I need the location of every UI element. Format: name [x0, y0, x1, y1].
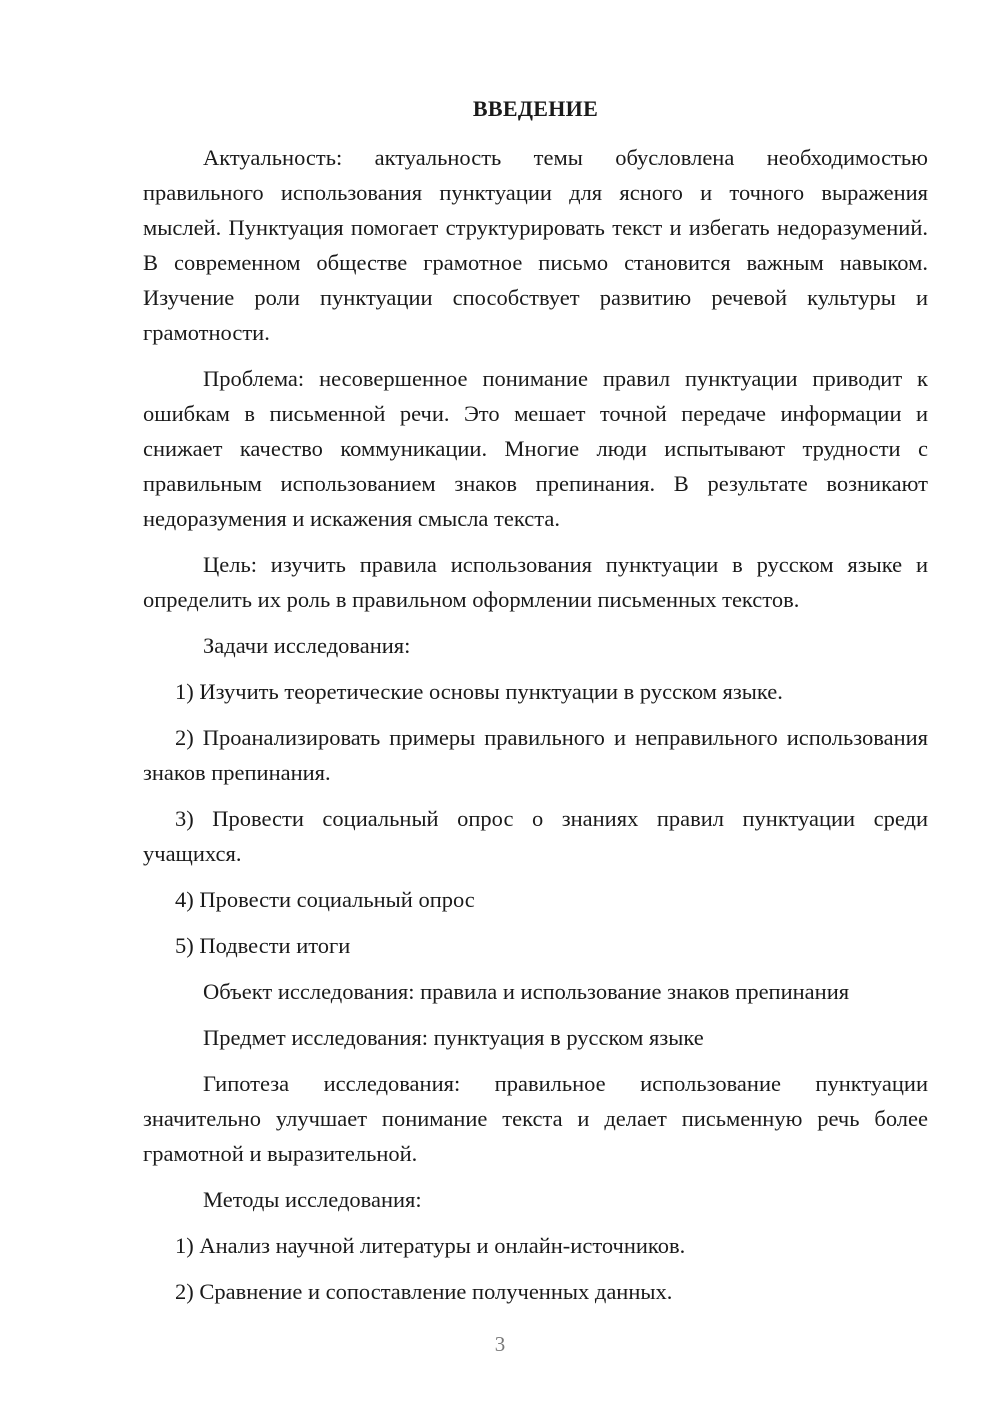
methods-heading: Методы исследования:	[203, 1187, 422, 1212]
page-title: ВВЕДЕНИЕ	[472, 96, 599, 121]
problem-paragraph: Проблема: несовершенное понимание правил пунктуации приводит к ошибкам в письменной речи. Это мешает точной передаче информации и снижает качество коммуникации. Многие люди испытывают трудности с правильным использованием знаков препинания. В результате возникают недоразумения и искажения смысла текста.	[143, 366, 928, 531]
task-item-2: 2) Проанализировать примеры правильного и неправильного использования знаков препинания.	[143, 725, 928, 785]
task-item-1: 1) Изучить теоретические основы пунктуации в русском языке.	[175, 679, 783, 704]
document-page	[143, 92, 928, 1320]
method-item-2: 2) Сравнение и сопоставление полученных данных.	[175, 1279, 673, 1304]
page-number: 3	[494, 1332, 506, 1356]
research-object: Объект исследования: правила и использование знаков препинания	[203, 979, 850, 1004]
task-item-4: 4) Провести социальный опрос	[175, 887, 475, 912]
tasks-heading: Задачи исследования:	[203, 633, 411, 658]
research-subject: Предмет исследования: пунктуация в русском языке	[203, 1025, 704, 1050]
task-item-5: 5) Подвести итоги	[175, 933, 351, 958]
relevance-paragraph: Актуальность: актуальность темы обусловлена необходимостью правильного использования пунктуации для ясного и точного выражения мыслей. Пунктуация помогает структурировать текст и избегать недоразумений. В современном обществе грамотное письмо становится важным навыком. Изучение роли пунктуации способствует развитию речевой культуры и грамотности.	[143, 145, 928, 345]
goal-paragraph: Цель: изучить правила использования пунктуации в русском языке и определить их роль в правильном оформлении письменных текстов.	[143, 552, 928, 612]
research-hypothesis: Гипотеза исследования: правильное использование пунктуации значительно улучшает понимание текста и делает письменную речь более грамотной и выразительной.	[143, 1071, 928, 1166]
method-item-1: 1) Анализ научной литературы и онлайн-источников.	[175, 1233, 686, 1258]
task-item-3: 3) Провести социальный опрос о знаниях правил пунктуации среди учащихся.	[143, 806, 928, 866]
